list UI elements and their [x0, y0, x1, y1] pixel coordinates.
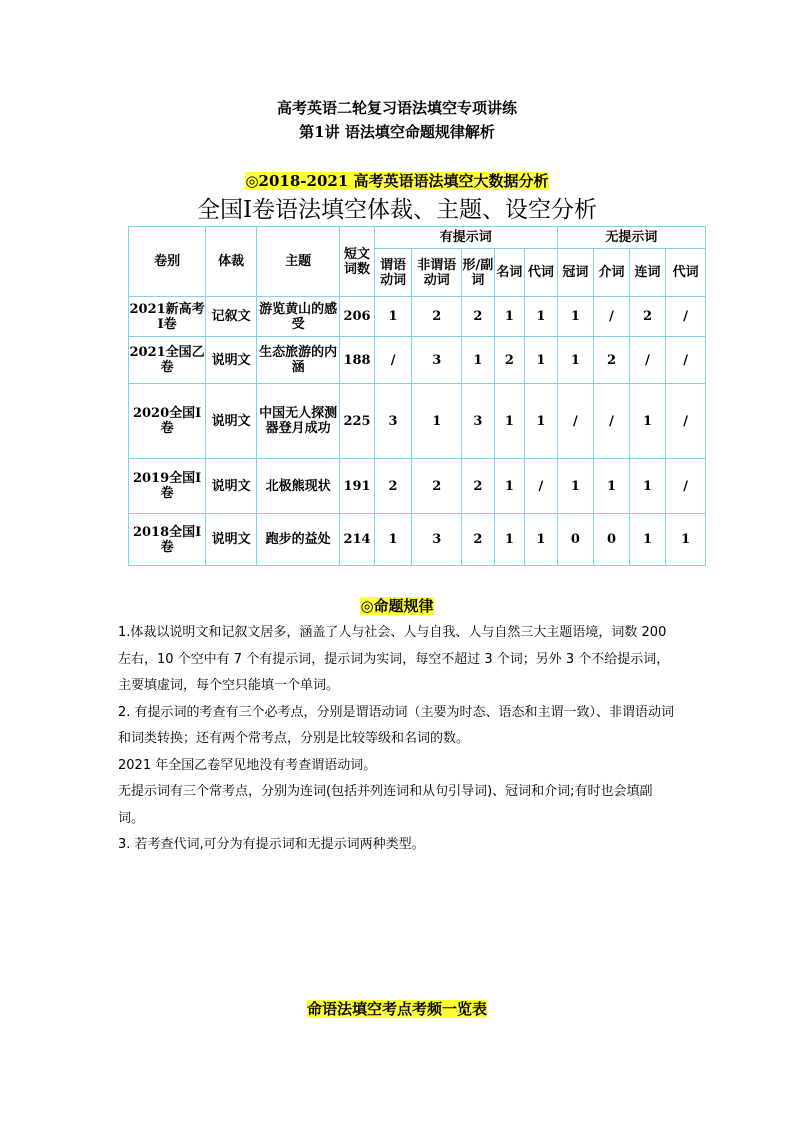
cell-paper: 2018全国Ⅰ卷	[129, 514, 206, 566]
cell-topic: 生态旅游的内涵	[256, 337, 339, 384]
cell-value: 1	[494, 297, 524, 337]
header-paper: 卷别	[129, 227, 206, 297]
cell-value: 1	[525, 337, 558, 384]
cell-value: 2	[462, 459, 495, 514]
cell-value: 2	[629, 297, 666, 337]
cell-paper: 2019全国Ⅰ卷	[129, 459, 206, 514]
cell-topic: 游览黄山的感受	[256, 297, 339, 337]
cell-value: 1	[594, 459, 630, 514]
cell-value: /	[594, 297, 630, 337]
cell-paper: 2021新高考Ⅰ卷	[129, 297, 206, 337]
cell-value: 2	[494, 337, 524, 384]
cell-value: 1	[629, 514, 666, 566]
cell-value: 1	[462, 337, 495, 384]
cell-words: 188	[340, 337, 375, 384]
cell-value: 1	[525, 514, 558, 566]
paragraph: 2021 年全国乙卷罕见地没有考查谓语动词。	[118, 757, 377, 773]
cell-paper: 2021全国乙卷	[129, 337, 206, 384]
header-col: 非谓语动词	[412, 249, 462, 297]
cell-value: 1	[557, 459, 594, 514]
cell-value: /	[629, 337, 666, 384]
cell-genre: 记叙文	[206, 297, 257, 337]
document-subtitle: 第1讲 语法填空命题规律解析	[299, 123, 495, 141]
paragraph: 无提示词有三个常考点，分别为连词(包括并列连词和从句引导词)、冠词和介词;有时也会填副词。	[118, 784, 653, 826]
table-row	[129, 297, 706, 337]
cell-value: 1	[629, 459, 666, 514]
analysis-table	[128, 226, 706, 566]
rules-heading-wrap	[0, 595, 794, 616]
header-col: 冠词	[557, 249, 594, 297]
header-col: 名词	[494, 249, 524, 297]
cell-genre: 说明文	[206, 384, 257, 459]
cell-words: 191	[340, 459, 375, 514]
analysis-heading-wrap	[0, 170, 794, 191]
header-words: 短文词数	[340, 227, 375, 297]
cell-value: /	[557, 384, 594, 459]
paragraph: 1.体裁以说明文和记叙文居多，涵盖了人与社会、人与自我、人与自然三大主题语境，词数 200 左右，10 个空中有 7 个有提示词，提示词为实词，每空不超过 3 个词；另外 3 个不给提示词，主要填虚词，每个空只能填一个单词。	[118, 625, 670, 693]
cell-topic: 北极熊现状	[256, 459, 339, 514]
rules-heading: ◎命题规律	[360, 597, 434, 615]
cell-value: 1	[525, 384, 558, 459]
header-col: 连词	[629, 249, 666, 297]
cell-value: /	[374, 337, 412, 384]
cell-value: 1	[557, 337, 594, 384]
cell-words: 225	[340, 384, 375, 459]
header-col: 代词	[525, 249, 558, 297]
cell-value: /	[666, 459, 706, 514]
cell-value: 0	[557, 514, 594, 566]
cell-value: 1	[629, 384, 666, 459]
cell-value: 3	[374, 384, 412, 459]
cell-value: 1	[494, 459, 524, 514]
cell-value: 1	[374, 514, 412, 566]
table-row	[129, 514, 706, 566]
paragraph: 3. 若考查代词,可分为有提示词和无提示词两种类型。	[118, 837, 425, 852]
cell-value: 2	[412, 297, 462, 337]
table-title: 全国Ⅰ卷语法填空体裁、主题、设空分析	[196, 197, 598, 223]
header-genre: 体裁	[206, 227, 257, 297]
header-col: 谓语动词	[374, 249, 412, 297]
frequency-heading: 命语法填空考点考频一览表	[306, 1000, 487, 1018]
header-topic: 主题	[256, 227, 339, 297]
header-without-hint: 无提示词	[557, 227, 705, 249]
cell-value: /	[594, 384, 630, 459]
cell-genre: 说明文	[206, 337, 257, 384]
document-title: 高考英语二轮复习语法填空专项讲练	[276, 99, 517, 117]
cell-value: 2	[374, 459, 412, 514]
header-with-hint: 有提示词	[374, 227, 557, 249]
cell-words: 206	[340, 297, 375, 337]
cell-value: 1	[494, 384, 524, 459]
table-row	[129, 384, 706, 459]
table-header-row-1	[129, 227, 706, 249]
cell-value: /	[666, 384, 706, 459]
cell-value: 2	[412, 459, 462, 514]
table-row	[129, 459, 706, 514]
cell-value: 1	[557, 297, 594, 337]
cell-value: /	[666, 337, 706, 384]
analysis-heading: ◎2018-2021 高考英语语法填空大数据分析	[245, 172, 549, 190]
cell-value: 2	[462, 514, 495, 566]
cell-value: 0	[594, 514, 630, 566]
cell-topic: 跑步的益处	[256, 514, 339, 566]
header-col: 形/副词	[462, 249, 495, 297]
title-block	[0, 96, 794, 144]
cell-value: 2	[594, 337, 630, 384]
header-col: 介词	[594, 249, 630, 297]
cell-words: 214	[340, 514, 375, 566]
cell-value: 3	[462, 384, 495, 459]
cell-genre: 说明文	[206, 514, 257, 566]
rules-body	[118, 620, 678, 859]
cell-genre: 说明文	[206, 459, 257, 514]
header-col: 代词	[666, 249, 706, 297]
cell-value: 1	[412, 384, 462, 459]
frequency-heading-wrap	[0, 998, 794, 1019]
cell-value: 1	[666, 514, 706, 566]
cell-topic: 中国无人探测器登月成功	[256, 384, 339, 459]
cell-paper: 2020全国Ⅰ卷	[129, 384, 206, 459]
cell-value: 2	[462, 297, 495, 337]
cell-value: 1	[494, 514, 524, 566]
cell-value: 3	[412, 337, 462, 384]
cell-value: /	[666, 297, 706, 337]
cell-value: 3	[412, 514, 462, 566]
table-row	[129, 337, 706, 384]
paragraph: 2. 有提示词的考查有三个必考点，分别是谓语动词（主要为时态、语态和主谓一致）、非谓语动词和词类转换；还有两个常考点，分别是比较等级和名词的数。	[118, 704, 675, 746]
cell-value: /	[525, 459, 558, 514]
cell-value: 1	[525, 297, 558, 337]
cell-value: 1	[374, 297, 412, 337]
